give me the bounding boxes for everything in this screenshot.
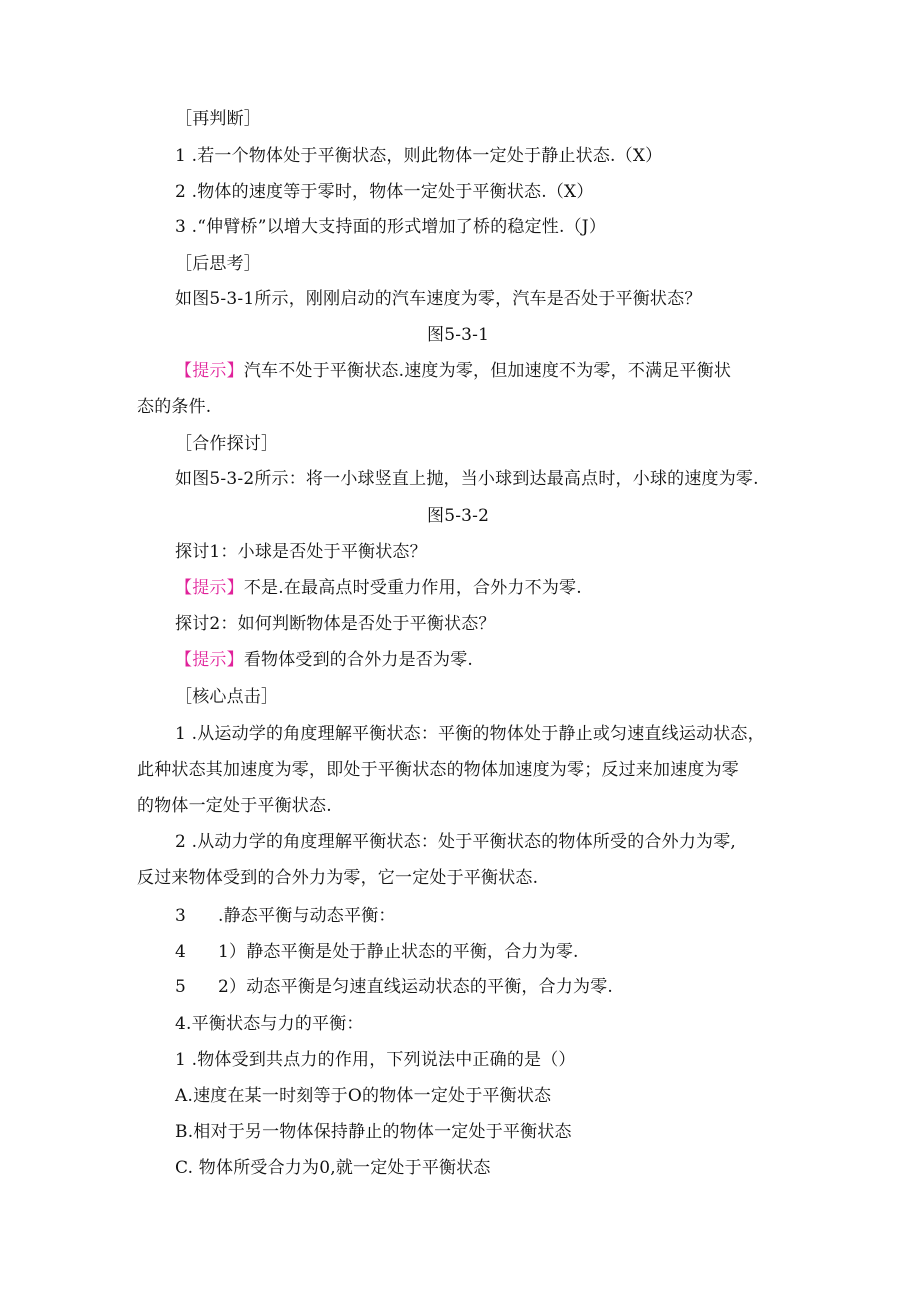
- core-point-1-line-2: 此种状态其加速度为零，即处于平衡状态的物体加速度为零；反过来加速度为零: [137, 760, 739, 780]
- core-point-3-text: .静态平衡与动态平衡：: [218, 906, 396, 926]
- exercise-option-b: B.相对于另一物体保持静止的物体一定处于平衡状态: [175, 1122, 572, 1142]
- exercise-question: 1 .物体受到共点力的作用，下列说法中正确的是（）: [175, 1050, 576, 1070]
- discussion-2-question: 探讨2：如何判断物体是否处于平衡状态？: [175, 614, 496, 634]
- after-thinking-heading: ［后思考］: [175, 254, 261, 274]
- exercise-option-c: C. 物体所受合力为0,就一定处于平衡状态: [175, 1158, 491, 1178]
- cooperation-heading: ［合作探讨］: [175, 434, 279, 454]
- rejudge-item-3: 3 .“伸臂桥”以增大支持面的形式增加了桥的稳定性.（J）: [175, 217, 607, 237]
- core-point-4-number: 4: [175, 942, 187, 962]
- core-point-5-number: 5: [175, 977, 187, 997]
- figure-caption-1: 图5-3-1: [427, 325, 490, 345]
- hint-text: 不是.在最高点时受重力作用，合外力不为零.: [243, 578, 582, 598]
- core-points-heading: ［核心点击］: [175, 687, 279, 707]
- core-point-4-text: 1）静态平衡是处于静止状态的平衡，合力为零.: [218, 942, 579, 962]
- exercise-option-a: A.速度在某一时刻等于O的物体一定处于平衡状态: [175, 1086, 552, 1106]
- core-point-2-line-1: 2 .从动力学的角度理解平衡状态：处于平衡状态的物体所受的合外力为零,: [175, 832, 737, 852]
- core-point-6: 4.平衡状态与力的平衡：: [175, 1014, 364, 1034]
- after-thinking-question: 如图5-3-1所示，刚刚启动的汽车速度为零，汽车是否处于平衡状态？: [175, 289, 702, 309]
- after-thinking-hint-continued: 态的条件.: [137, 397, 212, 417]
- rejudge-item-1: 1 .若一个物体处于平衡状态，则此物体一定处于静止状态.（X）: [175, 146, 663, 166]
- hint-text: 汽车不处于平衡状态.速度为零，但加速度不为零，不满足平衡状: [243, 361, 732, 381]
- core-point-1-line-1: 1 .从运动学的角度理解平衡状态：平衡的物体处于静止或匀速直线运动状态，: [175, 724, 765, 744]
- core-point-1-line-3: 的物体一定处于平衡状态.: [137, 796, 332, 816]
- hint-label: 【提示】: [175, 578, 244, 598]
- discussion-2-answer: [175, 649, 473, 671]
- hint-label: 【提示】: [175, 361, 244, 381]
- discussion-1-answer: [175, 577, 582, 599]
- discussion-1-question: 探讨1：小球是否处于平衡状态？: [175, 542, 427, 562]
- core-point-5-text: 2）动态平衡是匀速直线运动状态的平衡，合力为零.: [218, 977, 614, 997]
- hint-label: 【提示】: [175, 650, 244, 670]
- hint-text: 看物体受到的合外力是否为零.: [243, 650, 474, 670]
- rejudge-heading: ［再判断］: [175, 109, 261, 129]
- core-point-3-number: 3: [175, 906, 187, 926]
- core-point-2-line-2: 反过来物体受到的合外力为零，它一定处于平衡状态.: [137, 868, 539, 888]
- cooperation-intro: 如图5-3-2所示：将一小球竖直上抛，当小球到达最高点时，小球的速度为零.: [175, 469, 759, 489]
- rejudge-item-2: 2 .物体的速度等于零时，物体一定处于平衡状态.（X）: [175, 182, 594, 202]
- figure-caption-2: 图5-3-2: [427, 506, 490, 526]
- after-thinking-hint: [175, 360, 731, 382]
